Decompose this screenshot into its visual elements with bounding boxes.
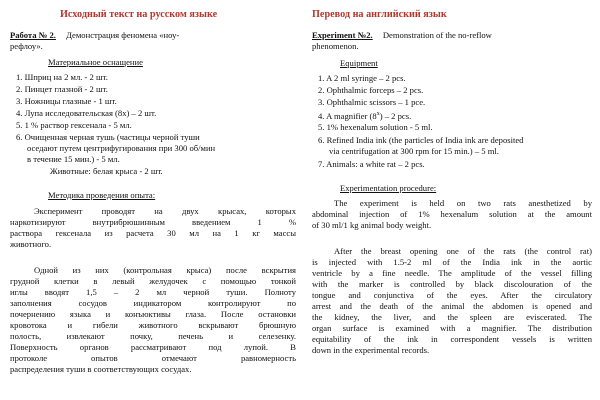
equipment-item: 6. Refined India ink (the particles of India ink are deposited — [318, 135, 524, 145]
material-item-cont: в течение 15 мин.) - 5 мл. — [27, 154, 120, 164]
paragraph-line: кровотока и гибели животного вскрывают брюшную — [10, 320, 296, 330]
equipment-item-magnifier — [318, 109, 411, 121]
paragraph-line: полость, извлекают почку, печень и селезенку. — [10, 331, 296, 341]
equipment-heading: Equipment — [340, 58, 378, 68]
equipment-item: 2. Ophthalmic forceps – 2 pcs. — [318, 85, 424, 95]
paragraph-line: abdominal injection of 1% hexenalum solution at the amount — [312, 209, 592, 219]
paragraph-line: заполнения сосудов индикатором контролируют по — [10, 298, 296, 308]
paragraph-line: почернению языка и конъюктивы глаза. После остановки — [10, 309, 296, 319]
russian-heading: Исходный текст на русском языке — [60, 9, 218, 20]
animals-line: 7. Animals: a white rat – 2 pcs. — [318, 159, 425, 169]
material-item: 3. Ножницы глазные - 1 шт. — [16, 96, 117, 106]
material-item: 1. Шприц на 2 мл. - 2 шт. — [16, 72, 108, 82]
experiment-label: Experiment №2. — [312, 30, 373, 40]
paragraph-line: протоколе опытов отмечают равномерность — [10, 353, 296, 363]
paragraph-line: After the breast opening one of the rats (the control rat) — [334, 246, 592, 256]
paragraph-line: The experiment is held on two rats anesthetized by — [334, 198, 592, 208]
paragraph-line: is injected with 1.5-2 ml of the India ink in the aortic — [312, 257, 592, 267]
paragraph-line: животного. — [10, 239, 52, 249]
experiment-title-cont: phenomenon. — [312, 41, 359, 51]
material-item: 2. Пинцет глазной - 2 шт. — [16, 84, 108, 94]
material-item: 5. 1 % раствор гексенала - 5 мл. — [16, 120, 132, 130]
magnifier-tail: ) – 2 pcs. — [379, 110, 412, 121]
material-item: 6. Очищенная черная тушь (частицы черной туши — [16, 132, 200, 142]
magnifier-text: 4. A magnifier (8 — [318, 110, 377, 121]
paragraph-line: the kidney, the liver, and the spleen are eviscerated. The — [312, 312, 592, 322]
experiment-title: Demonstration of the no-reflow — [382, 30, 492, 40]
equipment-item: 5. 1% hexenalum solution - 5 ml. — [318, 122, 433, 132]
paragraph-line: раствора гексенала из расчета 30 мл на 1 кг массы — [10, 228, 296, 238]
paragraph-line: organ surface is examined with a magnifier. The distribution — [312, 323, 592, 333]
procedure-heading: Experimentation procedure: — [340, 183, 437, 193]
paragraph-line: Эксперимент проводят на двух крысах, которых — [34, 206, 296, 216]
method-heading: Методика проведения опыта: — [48, 190, 156, 200]
paragraph-line: down in the experimental records. — [312, 345, 430, 355]
paragraph-line: Одной из них (контрольная крыса) после вскрытия — [34, 265, 296, 275]
experiment-title-line — [312, 30, 595, 40]
paragraph-line: наркотизируют внутрибрюшинным введением 1 % — [10, 217, 296, 227]
paragraph-line: иглы вводят 1,5 – 2 мл черной туши. Полноту — [10, 287, 296, 297]
paragraph-line: equitability of the ink in correspondent vessels is written — [312, 334, 592, 344]
paragraph-line: arrest and the death of the animal the abdomen is opened and — [312, 301, 592, 311]
magnifier-sup: x — [376, 111, 380, 117]
paragraph-line: tongue and conjunctiva of the eyes. After the circulatory — [312, 290, 592, 300]
work-title: Демонстрация феномена «ноу- — [66, 30, 180, 40]
equipment-item: 3. Ophthalmic scissors – 1 pce. — [318, 97, 426, 107]
material-item-cont: оседают путем центрифугирования при 300 об/мин — [27, 143, 216, 153]
paragraph-line: распределения туши в соответствующих сосудах. — [10, 364, 192, 374]
animals-line: Животные: белая крыса - 2 шт. — [50, 166, 163, 176]
work-label: Работа № 2. — [10, 30, 56, 40]
english-heading: Перевод на английский язык — [312, 9, 447, 20]
paragraph-line: Поверхность органов рассматривают под лупой. В — [10, 342, 296, 352]
paragraph-line: with the marker is controlled by black discolouration of the — [312, 279, 592, 289]
materials-heading: Материальное оснащение — [48, 57, 143, 67]
work-title-cont: рефлоу». — [10, 41, 43, 51]
work-title-line — [10, 30, 298, 40]
paragraph-line: грудной клетки в левый желудочек с помощью тонкой — [10, 276, 296, 286]
paragraph-line: of 30 ml/1 kg animal body weight. — [312, 220, 432, 230]
equipment-item: 1. A 2 ml syringe – 2 pcs. — [318, 73, 406, 83]
paragraph-line: ventricle by a fine needle. The amplitude of the vessel filling — [312, 268, 592, 278]
equipment-item-cont: via centrifugation at 300 rpm for 15 min.) – 5 ml. — [329, 146, 499, 156]
material-item: 4. Лупа исследовательская (8x) – 2 шт. — [16, 108, 157, 118]
